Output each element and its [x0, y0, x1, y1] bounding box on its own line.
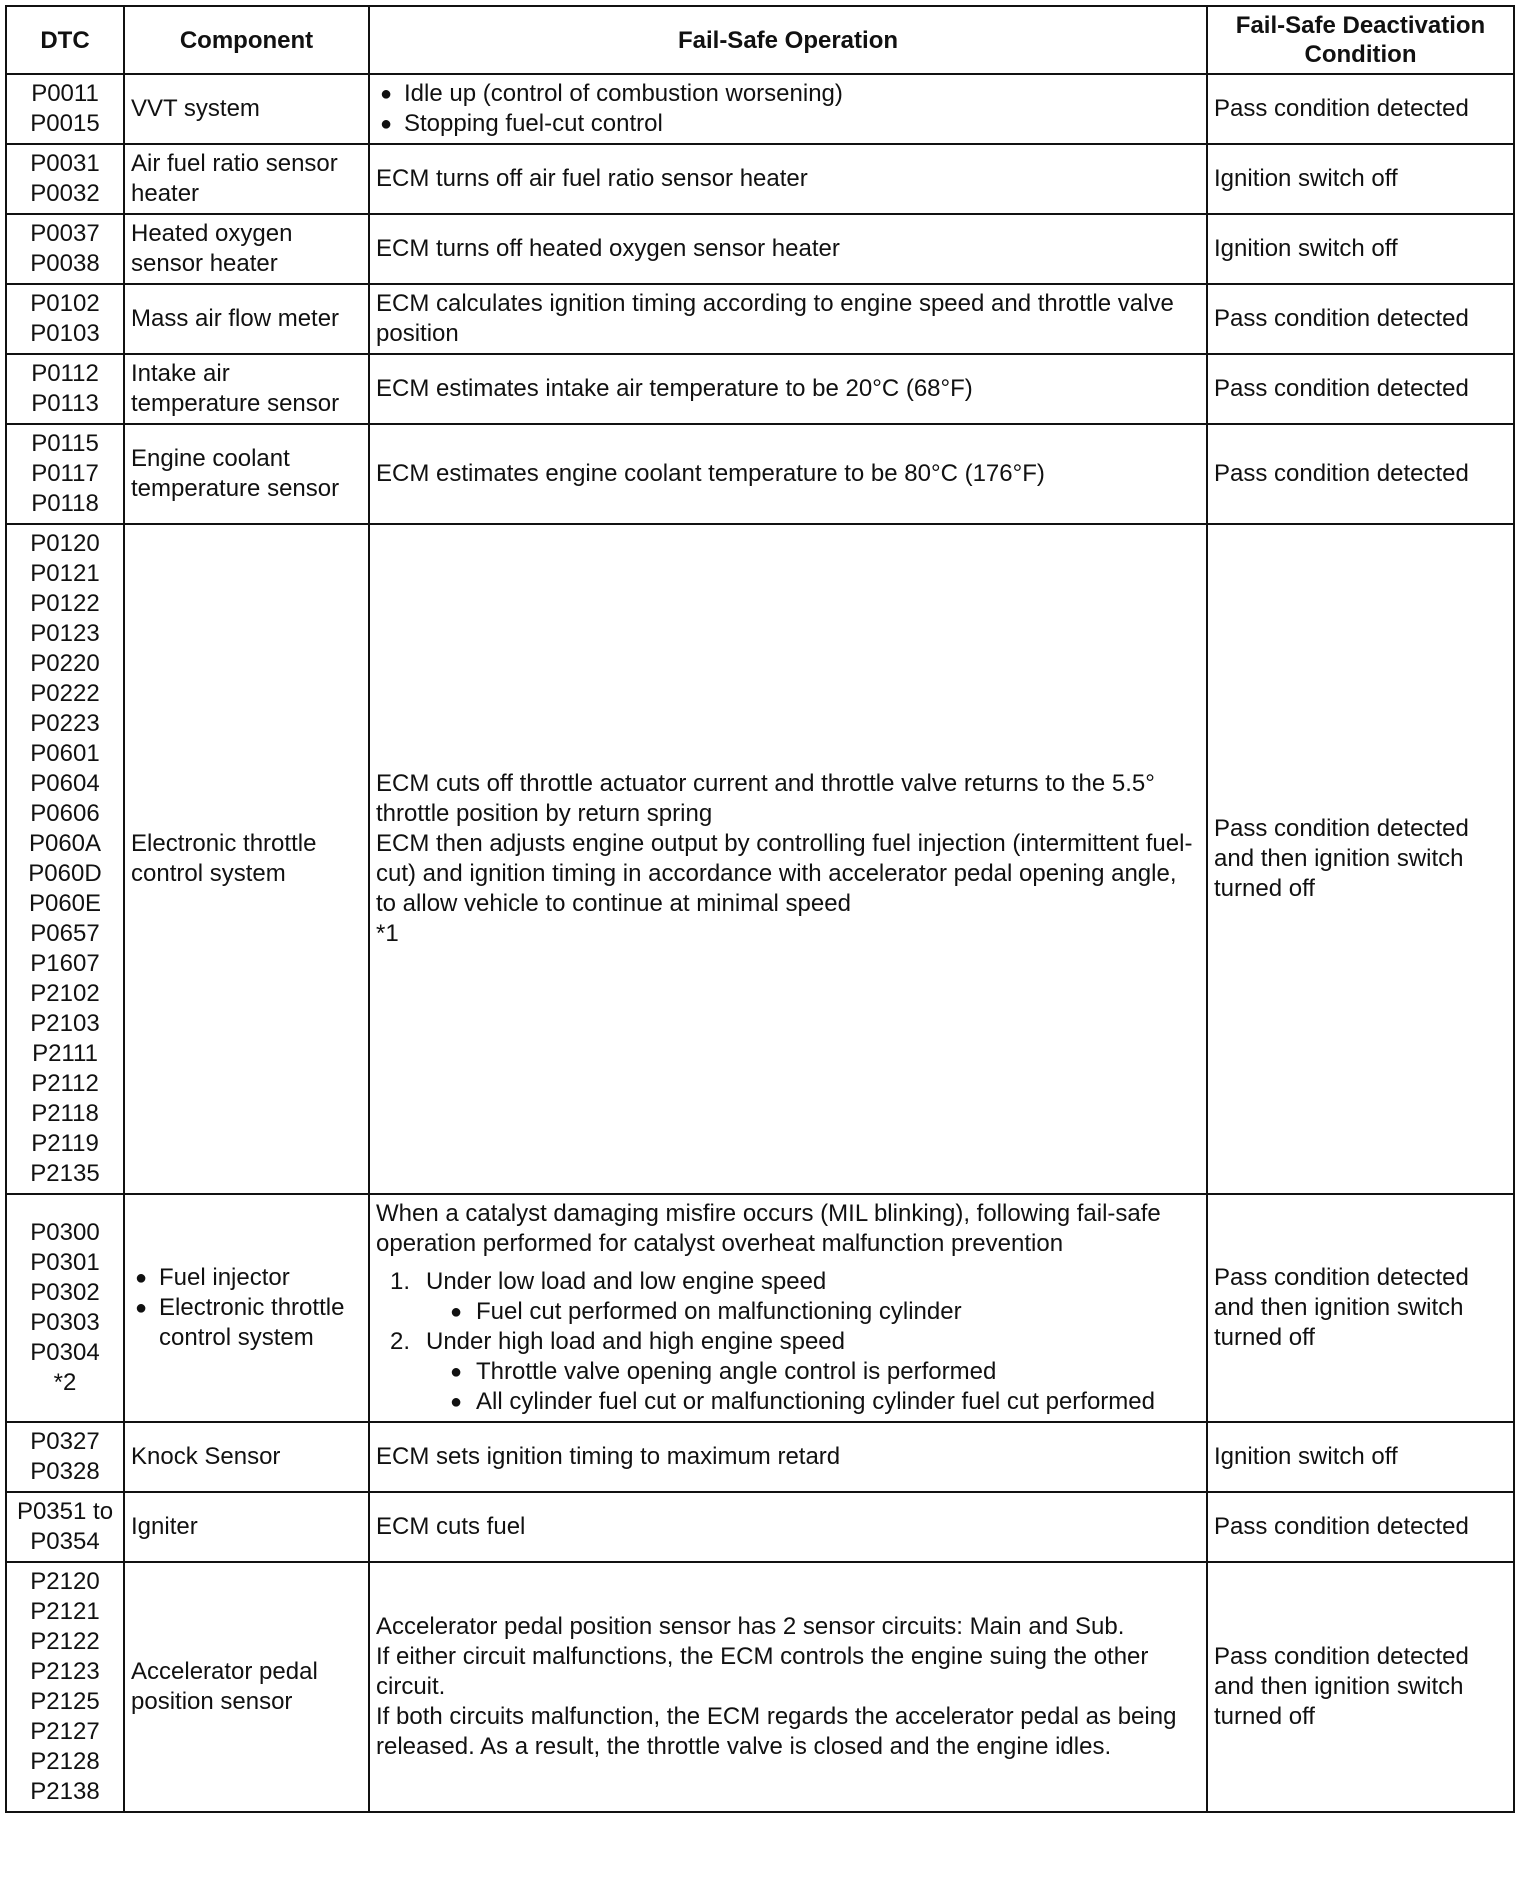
operation-cell: ECM sets ignition timing to maximum retard: [369, 1422, 1207, 1492]
dtc-code: P0328: [30, 1458, 100, 1485]
step-bullet: ● Fuel cut performed on malfunctioning cylinder: [446, 1297, 1200, 1327]
step-bullets: [446, 1297, 1200, 1327]
dtc-code: P0038: [30, 250, 100, 277]
dtc-code: P0301: [30, 1249, 100, 1276]
dtc-code: P2127: [30, 1718, 100, 1745]
operation-line: *1: [376, 920, 399, 947]
dtc-code: P0300: [30, 1219, 100, 1246]
dtc-code: P0222: [30, 680, 100, 707]
operation-line: If both circuits malfunction, the ECM regards the accelerator pedal as being released. As a result, the throttle valve is closed and the engine idles.: [376, 1703, 1177, 1760]
operation-cell: [369, 74, 1207, 144]
operation-line: If either circuit malfunctions, the ECM controls the engine suing the other circuit.: [376, 1643, 1149, 1700]
operation-intro: When a catalyst damaging misfire occurs (MIL blinking), following fail-safe operation performed for catalyst overheat malfunction prevention: [376, 1200, 1161, 1257]
component-cell: [124, 1194, 369, 1422]
header-component: Component: [124, 6, 369, 74]
dtc-code: P0037: [30, 220, 100, 247]
dtc-code: P2121: [30, 1598, 100, 1625]
dtc-code: P060E: [28, 890, 102, 917]
table-row: [6, 144, 1514, 214]
component-list: [131, 1263, 362, 1353]
component-cell: Intake air temperature sensor: [124, 354, 369, 424]
dtc-code: *2: [53, 1369, 77, 1396]
dtc-code: P2103: [30, 1010, 100, 1037]
operation-cell: [369, 524, 1207, 1194]
component-item: ● Fuel injector: [131, 1263, 362, 1293]
dtc-code: P0112: [31, 360, 99, 387]
deactivation-cell: Ignition switch off: [1207, 1422, 1514, 1492]
dtc-code: P0120: [30, 530, 100, 557]
header-row: [6, 6, 1514, 74]
fail-safe-table: [5, 5, 1515, 1813]
dtc-code: P0118: [31, 490, 99, 517]
dtc-code: P0601: [30, 740, 100, 767]
dtc-code: P0303: [30, 1309, 100, 1336]
component-cell: Electronic throttle control system: [124, 524, 369, 1194]
dtc-code: P0102: [30, 290, 100, 317]
deactivation-cell: Pass condition detected and then ignition switch turned off: [1207, 1562, 1514, 1812]
dtc-code: P060A: [28, 830, 102, 857]
dtc-code: P0121: [30, 560, 100, 587]
header-operation: Fail-Safe Operation: [369, 6, 1207, 74]
step-number: 2.: [390, 1328, 411, 1355]
table-row: [6, 1194, 1514, 1422]
operation-cell: ECM turns off heated oxygen sensor heater: [369, 214, 1207, 284]
dtc-code: P2123: [30, 1658, 100, 1685]
dtc-cell: [6, 74, 124, 144]
table-row: [6, 524, 1514, 1194]
dtc-code: P0304: [30, 1339, 100, 1366]
header-dtc: DTC: [6, 6, 124, 74]
step-bullet: ● Throttle valve opening angle control is performed: [446, 1357, 1200, 1387]
dtc-code: P2122: [30, 1628, 100, 1655]
component-cell: Mass air flow meter: [124, 284, 369, 354]
dtc-code: P0606: [30, 800, 100, 827]
dtc-code: P0302: [30, 1279, 100, 1306]
dtc-code: P0657: [30, 920, 100, 947]
deactivation-cell: Pass condition detected: [1207, 74, 1514, 144]
operation-cell: ECM estimates engine coolant temperature to be 80°C (176°F): [369, 424, 1207, 524]
dtc-cell: [6, 1562, 124, 1812]
dtc-cell: [6, 284, 124, 354]
deactivation-cell: Pass condition detected and then ignition switch turned off: [1207, 524, 1514, 1194]
operation-item: ● Idle up (control of combustion worsening): [376, 79, 1200, 109]
deactivation-cell: Pass condition detected and then ignition switch turned off: [1207, 1194, 1514, 1422]
dtc-code: P0032: [30, 180, 100, 207]
deactivation-cell: Pass condition detected: [1207, 1492, 1514, 1562]
component-cell: Knock Sensor: [124, 1422, 369, 1492]
dtc-code: P0103: [30, 320, 100, 347]
dtc-code: P0220: [30, 650, 100, 677]
dtc-code: P060D: [28, 860, 102, 887]
table-body: [6, 74, 1514, 1812]
deactivation-cell: Pass condition detected: [1207, 424, 1514, 524]
component-cell: Igniter: [124, 1492, 369, 1562]
table-row: [6, 284, 1514, 354]
table-row: [6, 214, 1514, 284]
dtc-code: P0351 to: [16, 1498, 114, 1525]
dtc-code: P0113: [31, 390, 99, 417]
operation-cell: ECM turns off air fuel ratio sensor heater: [369, 144, 1207, 214]
component-cell: Heated oxygen sensor heater: [124, 214, 369, 284]
dtc-code: P2128: [30, 1748, 100, 1775]
dtc-code: P1607: [30, 950, 100, 977]
dtc-code: P2102: [30, 980, 100, 1007]
operation-line: Accelerator pedal position sensor has 2 sensor circuits: Main and Sub.: [376, 1613, 1125, 1640]
dtc-code: P0123: [30, 620, 100, 647]
dtc-code: P2112: [31, 1070, 99, 1097]
dtc-code: P2111: [32, 1040, 98, 1067]
dtc-code: P2120: [30, 1568, 100, 1595]
deactivation-cell: Ignition switch off: [1207, 214, 1514, 284]
operation-item: ● Stopping fuel-cut control: [376, 109, 1200, 139]
step-text: Under high load and high engine speed: [426, 1328, 846, 1355]
dtc-code: P0115: [31, 430, 99, 457]
operation-steps: [376, 1267, 1200, 1417]
dtc-cell: [6, 354, 124, 424]
dtc-cell: [6, 144, 124, 214]
step-bullet: ● All cylinder fuel cut or malfunctioning cylinder fuel cut performed: [446, 1387, 1200, 1417]
operation-cell: ECM cuts fuel: [369, 1492, 1207, 1562]
component-cell: Accelerator pedal position sensor: [124, 1562, 369, 1812]
table-row: [6, 74, 1514, 144]
deactivation-cell: Pass condition detected: [1207, 354, 1514, 424]
operation-cell: [369, 1194, 1207, 1422]
dtc-code: P0031: [30, 150, 100, 177]
dtc-cell: [6, 424, 124, 524]
step-bullets: [446, 1357, 1200, 1417]
dtc-code: P0122: [30, 590, 100, 617]
dtc-code: P2125: [30, 1688, 100, 1715]
table-row: [6, 1562, 1514, 1812]
operation-list: [376, 79, 1200, 139]
dtc-cell: [6, 524, 124, 1194]
dtc-code: P0011: [31, 80, 99, 107]
dtc-cell: [6, 1422, 124, 1492]
dtc-code: P2138: [30, 1778, 100, 1805]
operation-cell: ECM estimates intake air temperature to be 20°C (68°F): [369, 354, 1207, 424]
deactivation-cell: Pass condition detected: [1207, 284, 1514, 354]
dtc-code: P2118: [31, 1100, 99, 1127]
component-item: ● Electronic throttle control system: [131, 1293, 362, 1353]
dtc-cell: [6, 1194, 124, 1422]
component-cell: VVT system: [124, 74, 369, 144]
step-text: Under low load and low engine speed: [426, 1268, 827, 1295]
dtc-code: P2119: [31, 1130, 99, 1157]
dtc-code: P0015: [30, 110, 100, 137]
step-number: 1.: [390, 1268, 411, 1295]
table-row: [6, 1422, 1514, 1492]
header-deactivation: Fail-Safe Deactivation Condition: [1207, 6, 1514, 74]
dtc-code: P0117: [31, 460, 99, 487]
deactivation-cell: Ignition switch off: [1207, 144, 1514, 214]
component-cell: Air fuel ratio sensor heater: [124, 144, 369, 214]
operation-step: [376, 1327, 1200, 1417]
operation-line: ECM cuts off throttle actuator current and throttle valve returns to the 5.5° throttle position by return spring: [376, 770, 1155, 827]
table-row: [6, 354, 1514, 424]
operation-line: ECM then adjusts engine output by controlling fuel injection (intermittent fuel-cut) and ignition timing in accordance with accelerator pedal opening angle, to allow vehicle to continue at minimal speed: [376, 830, 1193, 917]
component-cell: Engine coolant temperature sensor: [124, 424, 369, 524]
dtc-cell: [6, 214, 124, 284]
dtc-code: P0223: [30, 710, 100, 737]
operation-cell: ECM calculates ignition timing according to engine speed and throttle valve position: [369, 284, 1207, 354]
dtc-code: P0604: [30, 770, 100, 797]
dtc-cell: [6, 1492, 124, 1562]
dtc-code: P2135: [30, 1160, 100, 1187]
table-row: [6, 1492, 1514, 1562]
dtc-code: P0327: [30, 1428, 100, 1455]
operation-step: [376, 1267, 1200, 1327]
dtc-code: P0354: [30, 1528, 100, 1555]
operation-cell: [369, 1562, 1207, 1812]
table-row: [6, 424, 1514, 524]
